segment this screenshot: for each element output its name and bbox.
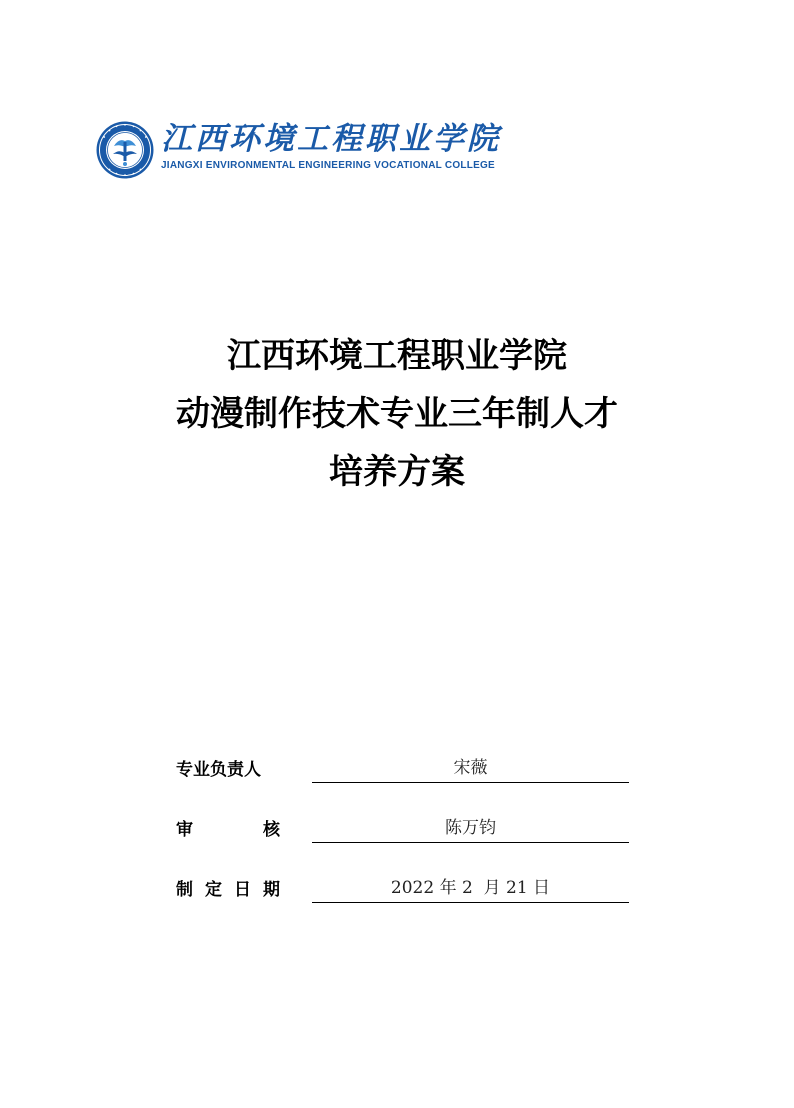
info-row-reviewer	[176, 812, 636, 872]
date-label	[176, 878, 280, 902]
college-name-english: JIANGXI ENVIRONMENTAL ENGINEERING VOCATIONAL COLLEGE	[161, 160, 495, 171]
info-row-date	[176, 872, 636, 932]
responsible-value: 宋薇	[312, 754, 629, 783]
document-info	[176, 752, 636, 932]
reviewer-value: 陈万钧	[312, 814, 629, 843]
reviewer-label-char: 审	[176, 820, 193, 840]
date-label-char: 制	[176, 880, 193, 900]
reviewer-label	[176, 818, 280, 842]
info-row-responsible	[176, 752, 636, 812]
college-logo	[95, 118, 555, 182]
college-name-chinese: 江西环境工程职业学院	[161, 121, 501, 157]
title-line-college: 江西环境工程职业学院	[227, 336, 567, 376]
date-label-char: 日	[234, 880, 251, 900]
date-label-char: 定	[205, 880, 222, 900]
date-label-char: 期	[263, 880, 280, 900]
title-line-program: 动漫制作技术专业三年制人才	[176, 394, 618, 434]
title-line-plan: 培养方案	[329, 452, 465, 492]
college-seal-icon	[95, 120, 155, 180]
date-value: 2022 年 2 月 21 日	[312, 874, 629, 903]
reviewer-label-char: 核	[263, 820, 280, 840]
document-title	[0, 327, 794, 501]
responsible-label: 专业负责人	[176, 760, 261, 780]
